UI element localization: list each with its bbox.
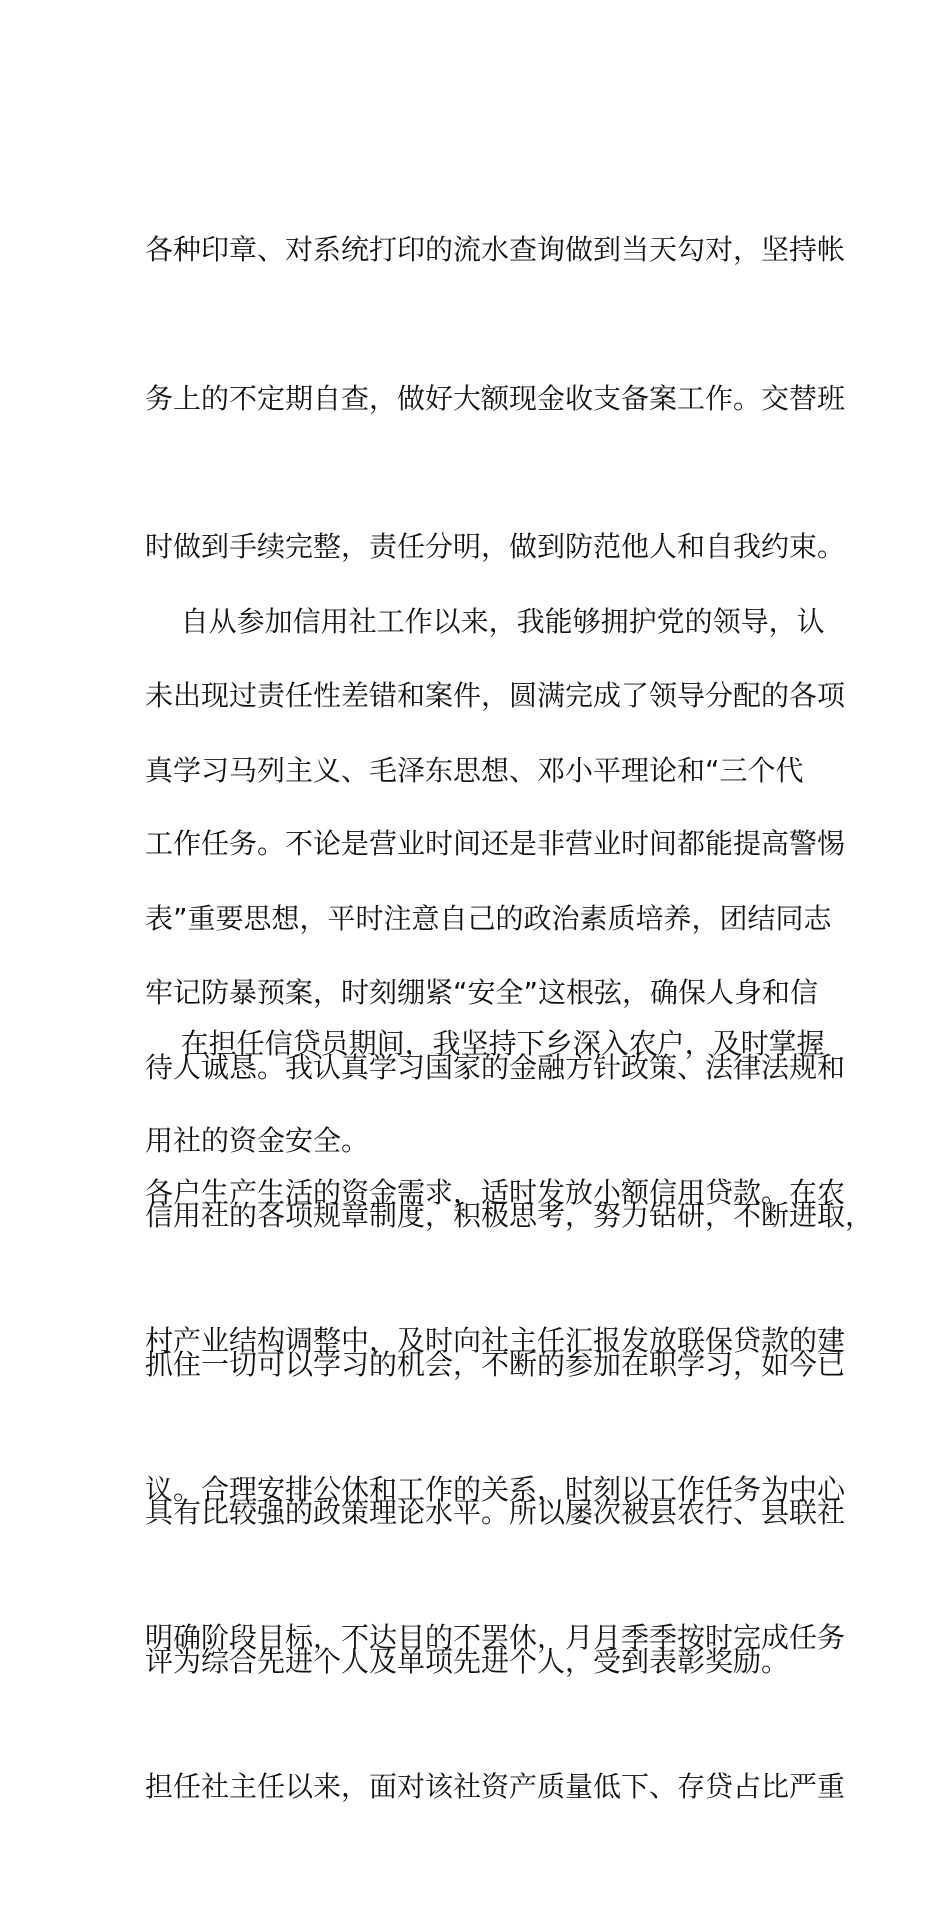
paragraph-line: 自从参加信用社工作以来，我能够拥护党的领导，认 xyxy=(145,605,825,638)
paragraph-line: 担任社主任以来，面对该社资产质量低下、存贷占比严重 xyxy=(145,1769,846,1803)
paragraph-line: 各种印章、对系统打印的流水查询做到当天勾对，坚持帐 xyxy=(145,233,846,266)
paragraph-line: 待人诚恳。我认真学习国家的金融方针政策、法律法规和 xyxy=(145,1050,846,1084)
paragraph-line: 在担任信贷员期间，我坚持下乡深入农户，及时掌握 xyxy=(145,1027,825,1060)
paragraph-3 xyxy=(145,920,874,1910)
paragraph-line: 具有比较强的政策理论水平。所以屡次被县农行、县联社 xyxy=(145,1496,846,1529)
paragraph-line: 信用社的各项规章制度，积极思考，努力钻研，不断进取， xyxy=(145,1199,874,1232)
paragraph-line: 议。合理安排公休和工作的关系，时刻以工作任务为中心 xyxy=(145,1472,846,1506)
paragraph-line: 表”重要思想，平时注意自己的政治素质培养，团结同志 xyxy=(145,902,832,935)
paragraph-line: 未出现过责任性差错和案件，圆满完成了领导分配的各项 xyxy=(145,678,846,712)
paragraph-line: 各户生产生活的资金需求，适时发放小额信用贷款。在农 xyxy=(145,1175,846,1209)
paragraph-line: 用社的资金安全。 xyxy=(145,1124,370,1157)
paragraph-line: 村产业结构调整中，及时向社主任汇报发放联保贷款的建 xyxy=(145,1324,846,1357)
paragraph-line: 评为综合先进个人及单项先进个人，受到表彰奖励。 xyxy=(145,1644,790,1678)
paragraph-line: 真学习马列主义、毛泽东思想、邓小平理论和“三个代 xyxy=(145,753,804,787)
paragraph-line: 抓住一切可以学习的机会，不断的参加在职学习，如今已 xyxy=(145,1347,846,1381)
paragraph-line: 明确阶段目标，不达目的不罢休，月月季季按时完成任务 xyxy=(145,1621,846,1654)
paragraph-line: 务上的不定期自查，做好大额现金收支备案工作。交替班 xyxy=(145,381,846,415)
paragraph-line: 牢记防暴预案，时刻绷紧“安全”这根弦，确保人身和信 xyxy=(145,975,819,1009)
paragraph-line: 时做到手续完整，责任分明，做到防范他人和自我约束。 xyxy=(145,530,846,563)
paragraph-line: 工作任务。不论是营业时间还是非营业时间都能提高警惕 xyxy=(145,827,846,860)
